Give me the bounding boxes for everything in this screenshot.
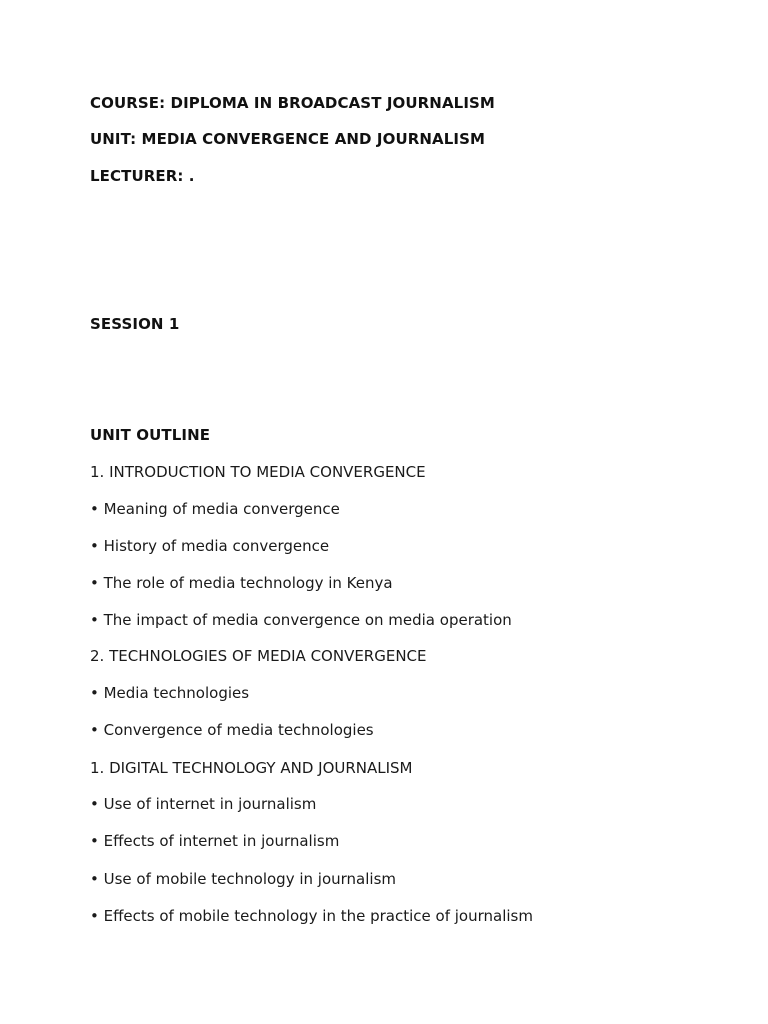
outline-bullet: • History of media convergence (90, 537, 330, 555)
session-heading: SESSION 1 (90, 315, 180, 333)
unit-heading: UNIT: MEDIA CONVERGENCE AND JOURNALISM (90, 130, 486, 148)
outline-bullet: • Use of mobile technology in journalism (90, 870, 396, 888)
outline-bullet: • The role of media technology in Kenya (90, 574, 393, 592)
outline-bullet: • Effects of internet in journalism (90, 832, 340, 850)
outline-section-2: 2. TECHNOLOGIES OF MEDIA CONVERGENCE (90, 647, 427, 665)
outline-bullet: • Convergence of media technologies (90, 721, 374, 739)
outline-bullet: • Effects of mobile technology in the practice of journalism (90, 907, 533, 925)
course-heading: COURSE: DIPLOMA IN BROADCAST JOURNALISM (90, 94, 495, 112)
outline-bullet: • Meaning of media convergence (90, 500, 340, 518)
outline-bullet: • Use of internet in journalism (90, 795, 317, 813)
outline-title: UNIT OUTLINE (90, 426, 211, 444)
lecturer-heading: LECTURER: . (90, 167, 195, 185)
outline-bullet: • The impact of media convergence on media operation (90, 611, 512, 629)
outline-section-3: 1. DIGITAL TECHNOLOGY AND JOURNALISM (90, 759, 413, 777)
outline-section-1: 1. INTRODUCTION TO MEDIA CONVERGENCE (90, 463, 426, 481)
outline-bullet: • Media technologies (90, 684, 250, 702)
